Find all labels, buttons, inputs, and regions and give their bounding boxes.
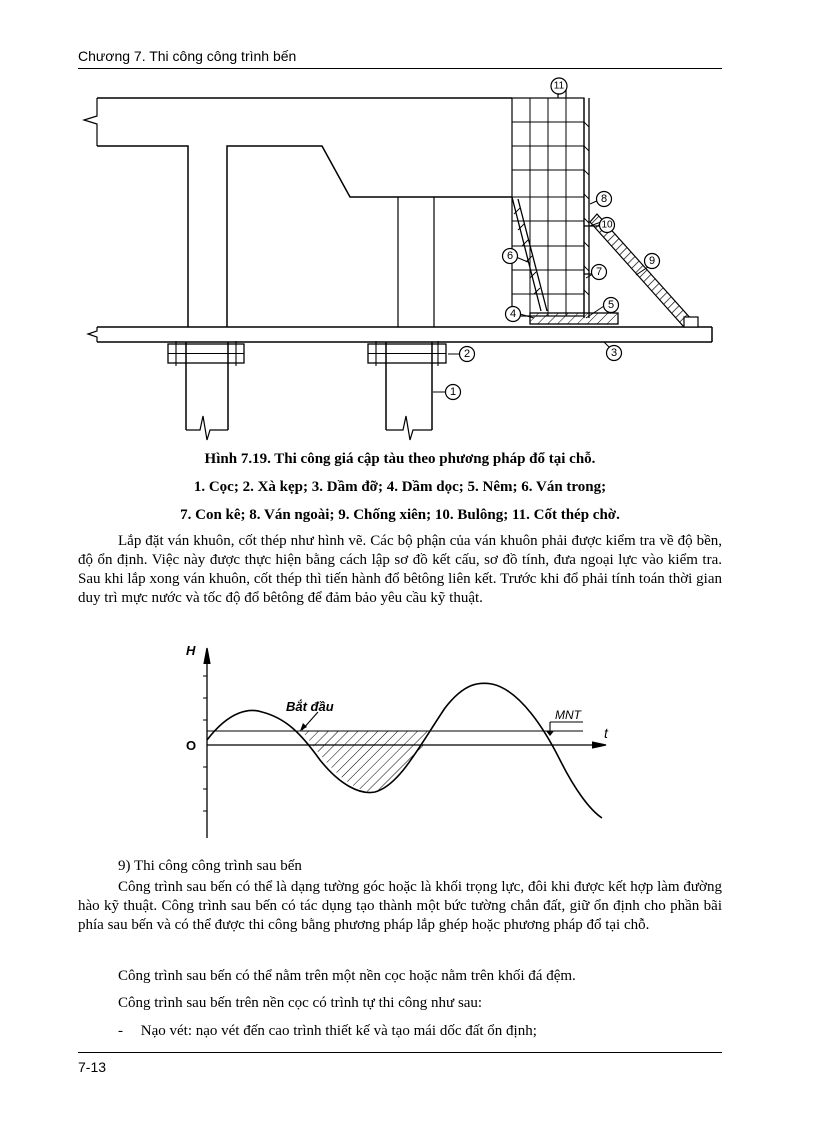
origin-label: O xyxy=(186,738,197,753)
h-axis-label: H xyxy=(186,643,196,658)
callout-6: 6 xyxy=(506,250,514,262)
footer-divider xyxy=(78,1052,722,1053)
callout-2: 2 xyxy=(463,348,471,360)
callout-8: 8 xyxy=(600,193,608,205)
figure-caption-title: Hình 7.19. Thi công giá cập tàu theo phương pháp đổ tại chỗ. xyxy=(204,451,596,467)
callout-11: 11 xyxy=(553,80,565,92)
section-title: 9) Thi công công trình sau bến xyxy=(118,858,302,874)
callout-10: 10 xyxy=(601,219,613,231)
start-label: Bắt đầu xyxy=(286,699,334,714)
callout-4: 4 xyxy=(509,308,517,320)
callout-7: 7 xyxy=(595,266,603,278)
figure-caption-legend-2: 7. Con kê; 8. Ván ngoài; 9. Chống xiên; 10. Bulông; 11. Cốt thép chờ. xyxy=(180,507,620,523)
bullet-dash: - xyxy=(118,1023,123,1039)
callout-9: 9 xyxy=(648,255,656,267)
paragraph-sequence: Công trình sau bến trên nền cọc có trình tự thi công như sau: xyxy=(118,995,483,1011)
paragraph-rear-structure: Công trình sau bến có thể là dạng tường góc hoặc là khối trọng lực, đôi khi được kết hợp làm đường hào kỹ thuật. Công trình sau bến có tác dụng tạo thành một bức tường chắn đất, giữ ổn định cho phần bãi phía sau bến và có thể được thi công bằng phương pháp lắp ghép hoặc phương pháp đổ tại chỗ. xyxy=(78,879,722,933)
callout-1: 1 xyxy=(449,386,457,398)
bullet-text: Nạo vét: nạo vét đến cao trình thiết kế và tạo mái dốc đất ổn định; xyxy=(140,1023,537,1039)
callout-5: 5 xyxy=(607,299,615,311)
callout-3: 3 xyxy=(610,347,618,359)
chapter-header: Chương 7. Thi công công trình bến xyxy=(78,48,297,64)
t-axis-label: t xyxy=(604,725,608,741)
paragraph-formwork: Lắp đặt ván khuôn, cốt thép như hình vẽ. Các bộ phận của ván khuôn phải được kiểm tra về độ bền, độ ổn định. Việc này được thực hiện bằng cách lập sơ đồ kết cấu, sơ đồ tính, đưa ngoại lực vào kiểm tra. Sau khi lắp xong ván khuôn, cốt thép thì tiến hành đổ bêtông liên kết. Trước khi đổ phải tính toán thời gian duy trì mực nước và tốc độ đổ bêtông để đảm bảo yêu cầu kỹ thuật. xyxy=(78,533,722,606)
list-item xyxy=(118,1022,722,1041)
page-number: 7-13 xyxy=(78,1059,107,1075)
mnt-label: MNT xyxy=(555,708,581,722)
figure-caption-legend-1: 1. Cọc; 2. Xà kẹp; 3. Dầm đỡ; 4. Dầm dọc; 5. Nêm; 6. Ván trong; xyxy=(193,479,607,495)
paragraph-foundation: Công trình sau bến có thể nằm trên một nền cọc hoặc nằm trên khối đá đệm. xyxy=(118,968,576,984)
